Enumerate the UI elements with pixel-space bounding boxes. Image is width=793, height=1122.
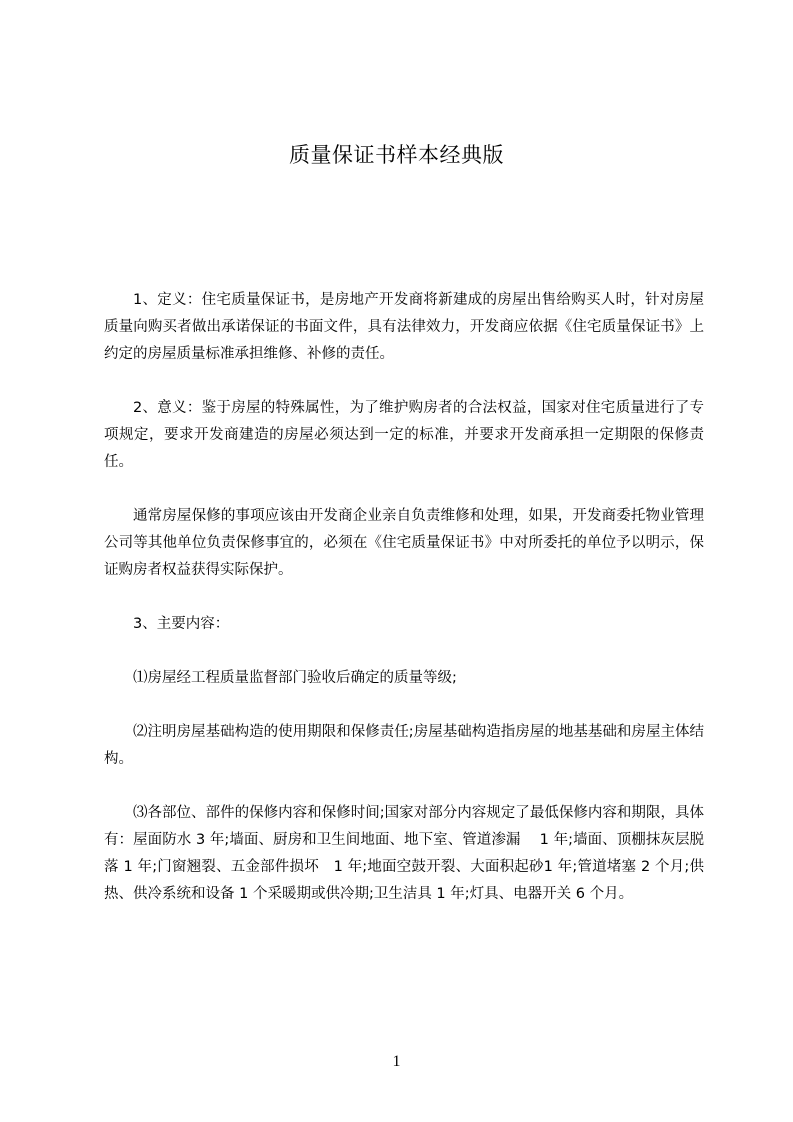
paragraph-item-1: ⑴房屋经工程质量监督部门验收后确定的质量等级; bbox=[133, 670, 457, 686]
paragraph-definition: 1、定义：住宅质量保证书，是房地产开发商将新建成的房屋出售给购买人时，针对房屋质量向购买者做出承诺保证的书面文件，具有法律效力，开发商应依据《住宅质量保证书》上约定的房屋质量标准承担维修、补修的责任。 bbox=[104, 292, 704, 362]
page-number: 1 bbox=[392, 1053, 401, 1070]
paragraph-item-2: ⑵注明房屋基础构造的使用期限和保修责任;房屋基础构造指房屋的地基基础和房屋主体结构。 bbox=[104, 724, 704, 767]
document-title: 质量保证书样本经典版 bbox=[289, 143, 504, 167]
document-body bbox=[104, 287, 704, 935]
paragraph-maintenance: 通常房屋保修的事项应该由开发商企业亲自负责维修和处理，如果，开发商委托物业管理公司等其他单位负责保修事宜的，必须在《住宅质量保证书》中对所委托的单位予以明示，保证购房者权益获得实际保护。 bbox=[104, 508, 704, 578]
paragraph-significance: 2、意义：鉴于房屋的特殊属性，为了维护购房者的合法权益，国家对住宅质量进行了专项规定，要求开发商建造的房屋必须达到一定的标准，并要求开发商承担一定期限的保修责任。 bbox=[104, 400, 704, 470]
paragraph-main-content-heading: 3、主要内容： bbox=[133, 616, 230, 632]
paragraph-item-3: ⑶各部位、部件的保修内容和保修时间;国家对部分内容规定了最低保修内容和期限，具体有：屋面防水 3 年;墙面、厨房和卫生间地面、地下室、管道渗漏 1 年;墙面、顶棚抹灰层脱落 1 年;门窗翘裂、五金部件损坏 1 年;地面空鼓开裂、大面积起砂1 年;管道堵塞 2 个月;供热、供冷系统和设备 1 个采暖期或供冷期;卫生洁具 1 年;灯具、电器开关 6 个月。 bbox=[104, 805, 704, 902]
